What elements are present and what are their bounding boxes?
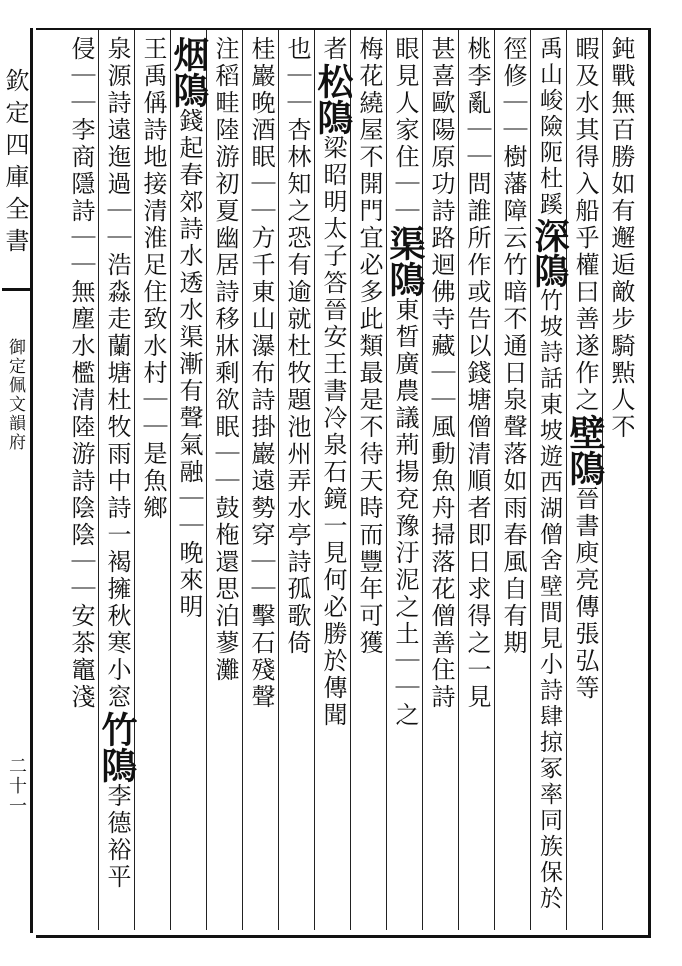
text-column-15 xyxy=(96,36,138,926)
text-column-8 xyxy=(352,36,386,926)
margin-book-title: 欽定四庫全書 xyxy=(1,68,29,260)
text-column-4 xyxy=(496,36,530,926)
column-rule xyxy=(422,30,423,930)
text-column-16 xyxy=(64,36,98,926)
column-text: 暇及水其得入船乎權曰善遂作之 xyxy=(571,36,599,414)
column-text: 侵｜｜李商隱詩｜｜無塵水檻清陸游詩陰陰｜｜安茶竈淺 xyxy=(67,36,95,711)
text-column-14 xyxy=(136,36,170,926)
text-column-10 xyxy=(280,36,314,926)
margin-divider xyxy=(2,288,30,291)
column-rule xyxy=(314,30,315,930)
column-text: 泉源詩遠迤過｜｜浩淼走蘭塘杜牧雨中詩一褐擁秋寒小窓 xyxy=(103,36,131,711)
text-column-3 xyxy=(529,36,570,926)
margin-volume-title: 御定佩文韻府 xyxy=(5,338,25,452)
margin-page-number: 二十一 xyxy=(6,756,27,816)
column-text: 錢起春郊詩水透水渠漸有聲氣融｜｜晚來明 xyxy=(175,108,203,621)
column-text: 桃李亂｜｜問誰所作或告以錢塘僧清順者即日求得之一見 xyxy=(463,36,491,711)
column-text: 梅花繞屋不開門 xyxy=(355,36,383,225)
column-rule xyxy=(566,30,567,930)
column-text: 王禹偁詩地接清淮足住致水村｜｜是魚鄉 xyxy=(139,36,167,522)
column-text: 禹山峻險阨杜蹊 xyxy=(536,36,562,218)
column-text: 李德裕平 xyxy=(103,783,131,891)
column-rule xyxy=(386,30,387,930)
column-text: 竹坡詩話東坡遊西湖僧舍壁間見小詩肆掠冢率同族保於 xyxy=(536,288,562,912)
text-column-11 xyxy=(244,36,278,926)
column-text: 鈍戰無百勝如有邂逅敵步騎㸃人不 xyxy=(607,36,635,441)
column-text: 眼見人家住｜｜ xyxy=(391,36,419,225)
text-column-5 xyxy=(460,36,494,926)
page-frame-left-rule xyxy=(30,28,33,933)
column-text: 甚喜歐陽原功詩路迴佛寺藏｜｜風動魚舟掃落花僧善住詩 xyxy=(427,36,455,711)
column-rule xyxy=(458,30,459,930)
entry-heading: 深隝 xyxy=(529,218,570,288)
text-column-1 xyxy=(604,36,638,926)
column-rule xyxy=(134,30,135,930)
entry-heading: 竹隝 xyxy=(96,711,138,783)
column-text: 者 xyxy=(319,36,347,63)
text-column-7 xyxy=(384,36,426,926)
entry-heading: 烟隝 xyxy=(168,36,210,108)
entry-heading: 壁隝 xyxy=(564,414,606,486)
text-column-6 xyxy=(424,36,458,926)
column-rule xyxy=(242,30,243,930)
column-rule xyxy=(206,30,207,930)
column-rule xyxy=(530,30,531,930)
text-column-2 xyxy=(564,36,606,926)
text-column-9 xyxy=(312,36,354,926)
entry-heading: 松隝 xyxy=(312,63,354,135)
column-text: 云竹暗不通日泉聲落如雨春風自有期 xyxy=(499,225,527,657)
column-text: 桂巖晚酒眠｜｜方千東山瀑布詩掛巖遠勢穿｜｜擊石殘聲 xyxy=(247,36,275,711)
margin-strip xyxy=(0,28,30,933)
column-text: 宜必多此類最是不待天時而豐年可獲 xyxy=(355,225,383,657)
column-rule xyxy=(350,30,351,930)
column-text: 徑修｜｜樹藩障 xyxy=(499,36,527,225)
column-text: 梁昭明太子答晉安王書冷泉石鏡一見何必勝於傳聞 xyxy=(319,135,347,729)
column-rule xyxy=(170,30,171,930)
column-rule xyxy=(278,30,279,930)
column-text: 東晳廣農議荊揚兗豫汙泥之土｜｜之 xyxy=(391,297,419,729)
column-rule xyxy=(98,30,99,930)
entry-heading: 渠隝 xyxy=(384,225,426,297)
text-column-12 xyxy=(208,36,242,926)
text-column-13 xyxy=(168,36,210,926)
column-text: 也 xyxy=(283,36,311,63)
column-text: 晉書庾亮傳張弘等 xyxy=(571,486,599,702)
column-text: ｜｜杏林知之恐有逾就杜牧題池州弄水亭詩孤歌倚 xyxy=(283,63,311,657)
column-rule xyxy=(494,30,495,930)
column-text: 注稻畦陸游初夏幽居詩移牀剩欲眠｜｜鼓柂還思泊蓼灘 xyxy=(211,36,239,684)
